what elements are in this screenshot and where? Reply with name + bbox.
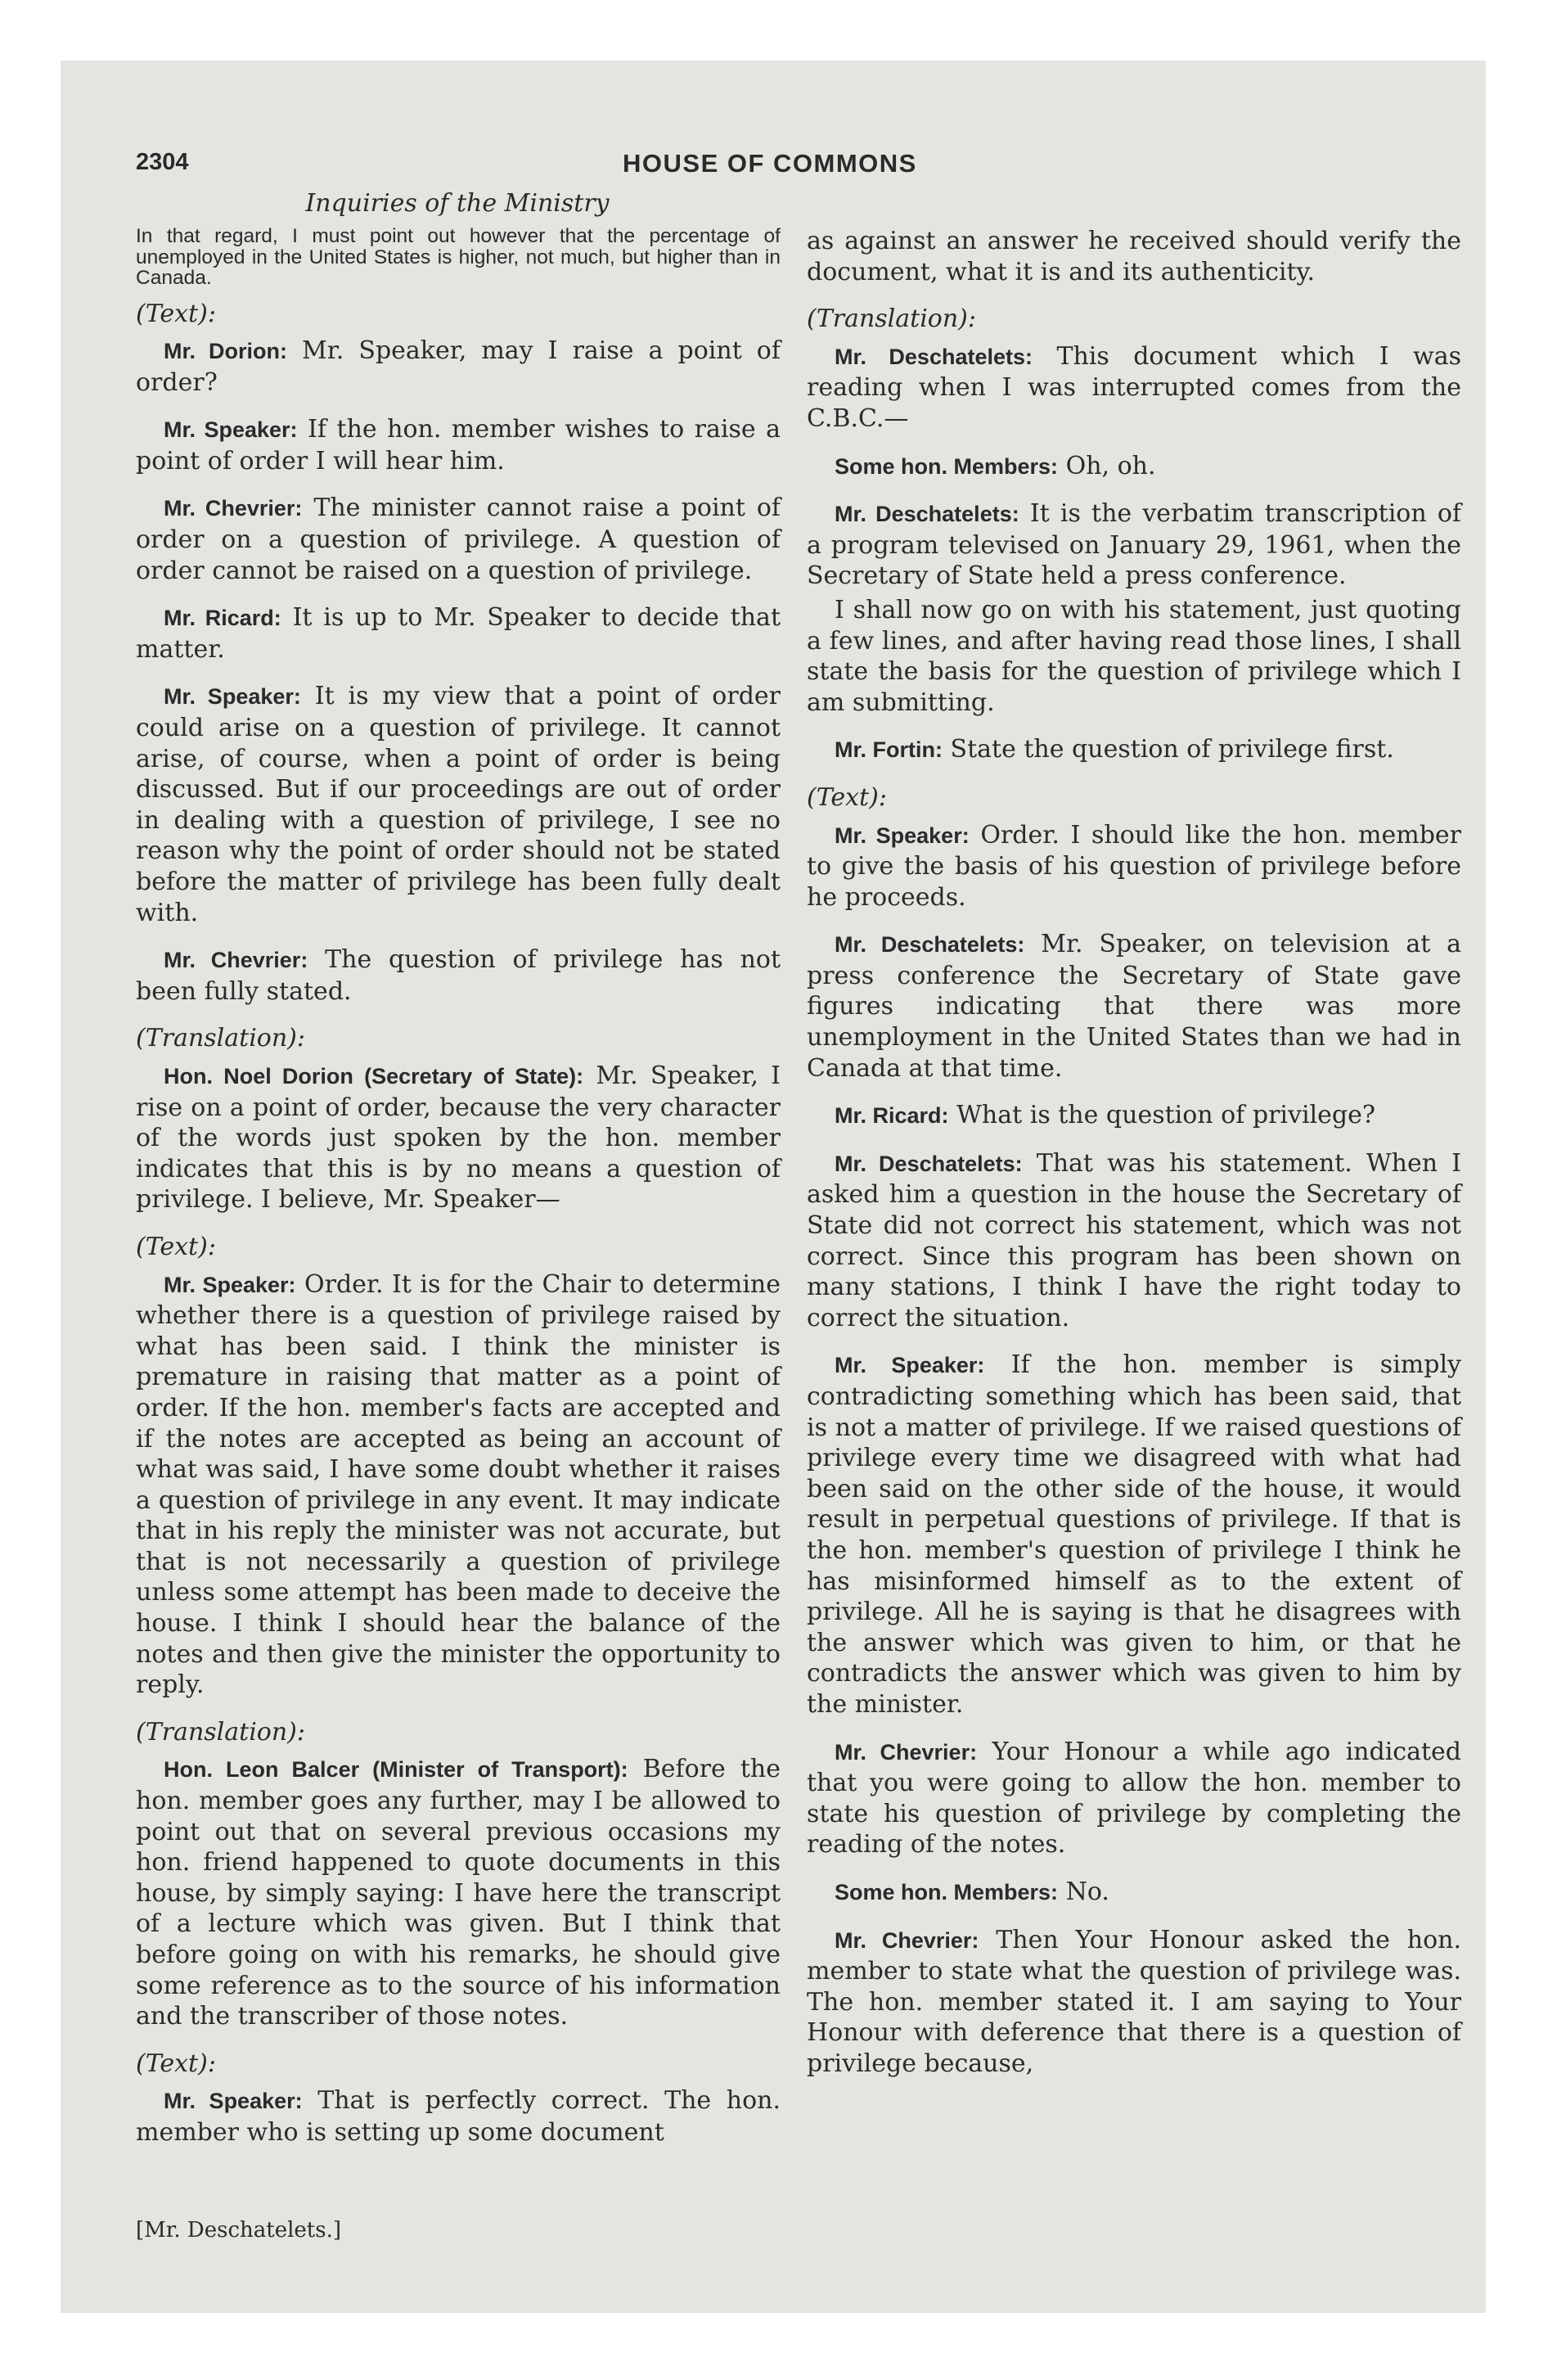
speech-text: The minister cannot raise a point of order on a question of privilege. A question of order cannot be raised on a question of privilege. [136, 494, 781, 585]
speaker-name: Mr. Speaker: [164, 417, 298, 443]
speech-text: If the hon. member wishes to raise a point of order I will hear him. [136, 415, 781, 476]
quoted-note: In that regard, I must point out however that the percentage of unemployed in the United States is higher, not much, but higher than in Canada. [136, 225, 781, 289]
language-marker: (Text): [807, 782, 887, 812]
right-column [807, 226, 1461, 2095]
speech-text: This document which I was reading when I was interrupted comes from the C.B.C.— [807, 341, 1461, 433]
speaker-name: Mr. Speaker: [164, 2089, 303, 2114]
section-subhead: Inquiries of the Ministry [305, 189, 610, 218]
speech-text: Your Honour a while ago indicated that you were going to allow the hon. member to state his question of privilege by completing the reading of the notes. [807, 1737, 1461, 1859]
speech-text: The question of privilege has not been fully stated. [136, 945, 781, 1006]
speech-text: Then Your Honour asked the hon. member to state what the question of privilege was. The hon. member stated it. I am saying to Your Honour with deference that there is a question of privilege because, [807, 1925, 1461, 2078]
speaker-name: Mr. Deschatelets: [835, 1151, 1023, 1176]
speaker-name: Mr. Fortin: [835, 737, 943, 763]
speech-paragraph [807, 1737, 1461, 1860]
speech-paragraph [136, 1061, 781, 1215]
speech-paragraph [807, 1100, 1461, 1132]
speech-text: Mr. Speaker, may I raise a point of order? [136, 336, 781, 397]
paragraph: I shall now go on with his statement, just quoting a few lines, and after having read those lines, I shall state the basis for the question of privilege which I am submitting. [807, 595, 1461, 717]
speech-paragraph [807, 734, 1461, 766]
speech-paragraph [136, 944, 781, 1007]
speech-paragraph [136, 681, 781, 928]
speech-text: What is the question of privilege? [956, 1101, 1375, 1130]
speaker-name: Mr. Deschatelets: [835, 344, 1033, 369]
paragraph: as against an answer he received should verify the document, what it is and its authenticity. [807, 227, 1461, 286]
language-marker: (Translation): [136, 1024, 305, 1053]
speech-paragraph [807, 1350, 1461, 1720]
speaker-name: Mr. Chevrier: [835, 1927, 979, 1953]
speech-paragraph [136, 1754, 781, 2031]
speech-text: Order. I should like the hon. member to give the basis of his question of privilege before he proceeds. [807, 820, 1461, 912]
speaker-name: Mr. Chevrier: [164, 948, 308, 973]
speech-text: Mr. Speaker, I rise on a point of order, because the very character of the words just spoken by the hon. member indicates that this is by no means a question of privilege. I believe, Mr. Speaker— [136, 1061, 781, 1215]
speech-paragraph [807, 820, 1461, 913]
speech-paragraph [136, 2085, 781, 2148]
speech-paragraph [807, 1148, 1461, 1334]
speech-paragraph [136, 414, 781, 476]
speech-paragraph [136, 493, 781, 586]
speech-paragraph [136, 1269, 781, 1701]
speaker-name: Mr. Chevrier: [164, 496, 303, 521]
speaker-name: Mr. Speaker: [835, 823, 970, 848]
speech-text: That is perfectly correct. The hon. member who is setting up some document [136, 2086, 781, 2147]
language-marker: (Text): [136, 1232, 216, 1261]
speech-paragraph [807, 451, 1461, 483]
speaker-name: Some hon. Members: [835, 1879, 1059, 1904]
language-marker: (Translation): [807, 304, 976, 334]
speaker-name: Mr. Deschatelets: [835, 932, 1025, 958]
speech-text: It is the verbatim transcription of a program televised on January 29, 1961, when the Secretary of State held a press conference. [807, 499, 1461, 591]
speaker-name: Some hon. Members: [835, 453, 1059, 479]
footer-speaker-note: [Mr. Deschatelets.] [136, 2218, 341, 2243]
speaker-name: Mr. Speaker: [835, 1353, 985, 1378]
speaker-name: Mr. Deschatelets: [835, 502, 1019, 527]
speech-paragraph [807, 929, 1461, 1084]
language-marker: (Translation): [136, 1717, 305, 1747]
speech-text: Mr. Speaker, on television at a press conference the Secretary of State gave figures indicating that there was more unemployment in the United States than we had in Canada at that time. [807, 930, 1461, 1083]
speech-text: If the hon. member is simply contradicting something which has been said, that is not a matter of privilege. If we raised questions of privilege every time we disagreed with what had been said on the other side of the house, it would result in perpetual questions of privilege. If that is the hon. member's question of privilege I think he has misinformed himself as to the extent of privilege. All he is saying is that he disagrees with the answer which was given to him, or that he contradicts the answer which was given to him by the minister. [807, 1350, 1461, 1719]
running-title: HOUSE OF COMMONS [623, 149, 917, 178]
speaker-name: Mr. Speaker: [164, 1272, 296, 1297]
speech-paragraph [807, 498, 1461, 592]
speech-paragraph [807, 341, 1461, 435]
speech-text: Oh, oh. [1065, 451, 1156, 480]
page-header [136, 149, 1461, 182]
language-marker: (Text): [136, 299, 216, 328]
speaker-name: Mr. Chevrier: [835, 1739, 978, 1765]
speech-text: Order. It is for the Chair to determine whether there is a question of privilege raised by what has been said. I think the minister is premature in raising that matter as a point of order. If the hon. member's facts are accepted and if the notes are accepted as being an account of what was said, I have some doubt whether it raises a question of privilege in any event. It may indicate that in his reply the minister was not accurate, but that is not necessarily a question of privilege unless some attempt has been made to deceive the house. I think I should hear the balance of the notes and then give the minister the opportunity to reply. [136, 1269, 781, 1700]
speech-text: It is my view that a point of order could arise on a question of privilege. It cannot arise, of course, when a point of order is being discussed. But if our proceedings are out of order in dealing with a question of privilege, I see no reason why the point of order should not be stated before the matter of privilege has been fully dealt with. [136, 682, 781, 927]
speech-paragraph [136, 336, 781, 398]
speaker-name: Mr. Ricard: [835, 1103, 949, 1129]
speech-paragraph [136, 602, 781, 665]
speaker-name: Hon. Leon Balcer (Minister of Transport): [164, 1757, 628, 1783]
language-marker: (Text): [136, 2049, 216, 2078]
speech-paragraph [807, 1925, 1461, 2080]
speech-text: Before the hon. member goes any further, may I be allowed to point out that on several previous occasions my hon. friend happened to quote documents in this house, by simply saying: I have here the transcript of a lecture which was given. But I think that before going on with his remarks, he should give some reference as to the source of his information and the transcriber of those notes. [136, 1755, 781, 2031]
speaker-name: Hon. Noel Dorion (Secretary of State): [164, 1063, 584, 1089]
speech-text: State the question of privilege first. [950, 735, 1394, 764]
speaker-name: Mr. Dorion: [164, 339, 287, 364]
speech-text: That was his statement. When I asked him a question in the house the Secretary of State did not correct his statement, which was not correct. Since this program has been shown on many stations, I think I have the right today to correct the situation. [807, 1148, 1461, 1332]
speech-paragraph [807, 1877, 1461, 1909]
page-number: 2304 [136, 149, 189, 175]
speech-text: It is up to Mr. Speaker to decide that matter. [136, 603, 781, 664]
speech-text: No. [1065, 1877, 1109, 1906]
speaker-name: Mr. Ricard: [164, 606, 281, 631]
speaker-name: Mr. Speaker: [164, 684, 301, 710]
left-column [136, 226, 781, 2165]
